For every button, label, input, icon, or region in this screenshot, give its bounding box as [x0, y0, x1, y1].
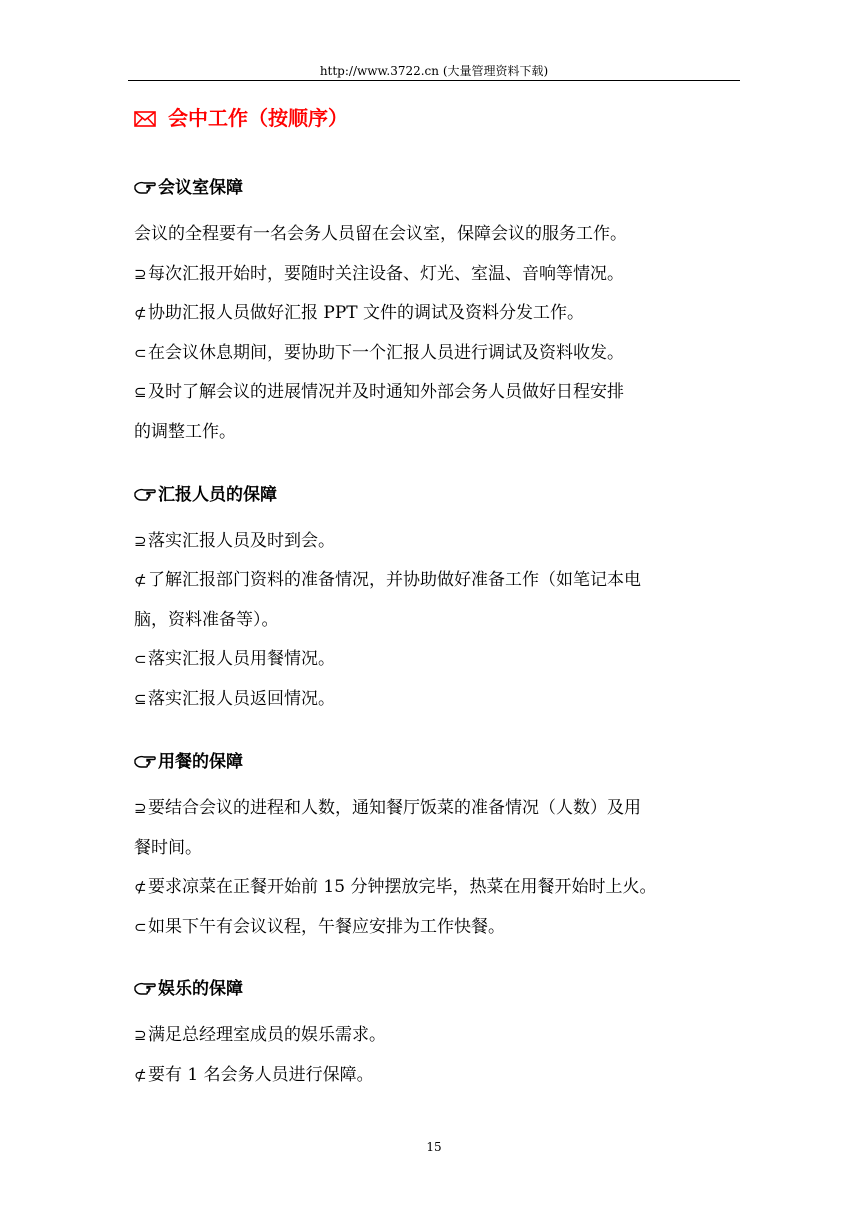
bullet-marker: ⊂ [134, 344, 147, 362]
bullet-marker: ⊆ [134, 383, 147, 401]
item-text: 要有 1 名会务人员进行保障。 [148, 1065, 374, 1085]
header-rule [128, 80, 740, 81]
list-item [134, 796, 744, 820]
pointing-hand-icon [134, 177, 156, 201]
item-text: 如果下午有会议议程，午餐应安排为工作快餐。 [148, 917, 505, 937]
bullet-marker: ⊄ [134, 878, 147, 896]
bullet-marker: ⊆ [134, 690, 147, 708]
bullet-marker: ⊂ [134, 918, 147, 936]
bullet-marker: ⊄ [134, 571, 147, 589]
list-item [134, 380, 744, 404]
heading-text: 会议室保障 [158, 178, 243, 198]
list-item [134, 875, 744, 899]
list-item [134, 529, 744, 553]
bullet-marker: ⊄ [134, 1066, 147, 1084]
intro-paragraph: 会议的全程要有一名会务人员留在会议室，保障会议的服务工作。 [134, 224, 627, 244]
item-text: 协助汇报人员做好汇报 PPT 文件的调试及资料分发工作。 [148, 303, 585, 323]
heading-presenters [134, 483, 277, 508]
bullet-marker: ⊇ [134, 799, 147, 817]
item-text: 及时了解会议的进展情况并及时通知外部会务人员做好日程安排 [148, 382, 624, 402]
item-text: 要求凉菜在正餐开始前 15 分钟摆放完毕，热菜在用餐开始时上火。 [148, 877, 657, 897]
list-item [134, 341, 744, 365]
pointing-hand-icon [134, 751, 156, 775]
item-text: 落实汇报人员及时到会。 [148, 531, 335, 551]
heading-dining [134, 750, 243, 775]
heading-text: 娱乐的保障 [158, 979, 243, 999]
item-text: 要结合会议的进程和人数，通知餐厅饭菜的准备情况（人数）及用 [148, 798, 641, 818]
bullet-marker: ⊇ [134, 265, 147, 283]
section-title [134, 104, 348, 134]
list-item [134, 1063, 744, 1087]
page-header: http://www.3722.cn (大量管理资料下载) [319, 64, 549, 78]
item-text: 满足总经理室成员的娱乐需求。 [148, 1025, 386, 1045]
list-item [134, 687, 744, 711]
list-item [134, 262, 744, 286]
bullet-marker: ⊇ [134, 1026, 147, 1044]
heading-text: 汇报人员的保障 [158, 485, 277, 505]
list-item [134, 647, 744, 671]
page-number: 15 [426, 1140, 442, 1154]
list-item [134, 568, 744, 592]
title-text: 会中工作（按顺序） [168, 106, 348, 130]
bullet-marker: ⊇ [134, 532, 147, 550]
list-item [134, 1023, 744, 1047]
item-continuation: 餐时间。 [134, 838, 202, 858]
item-text: 每次汇报开始时，要随时关注设备、灯光、室温、音响等情况。 [148, 264, 624, 284]
bullet-marker: ⊄ [134, 304, 147, 322]
heading-text: 用餐的保障 [158, 752, 243, 772]
item-text: 在会议休息期间，要协助下一个汇报人员进行调试及资料收发。 [148, 343, 624, 363]
list-item [134, 915, 744, 939]
envelope-icon [134, 106, 156, 134]
pointing-hand-icon [134, 978, 156, 1002]
heading-meeting-room [134, 176, 243, 201]
item-continuation: 脑，资料准备等）。 [134, 610, 279, 630]
list-item [134, 301, 744, 325]
bullet-marker: ⊂ [134, 650, 147, 668]
item-continuation: 的调整工作。 [134, 422, 236, 442]
heading-entertainment [134, 977, 243, 1002]
item-text: 落实汇报人员返回情况。 [148, 689, 335, 709]
item-text: 了解汇报部门资料的准备情况，并协助做好准备工作（如笔记本电 [148, 570, 641, 590]
pointing-hand-icon [134, 484, 156, 508]
item-text: 落实汇报人员用餐情况。 [148, 649, 335, 669]
